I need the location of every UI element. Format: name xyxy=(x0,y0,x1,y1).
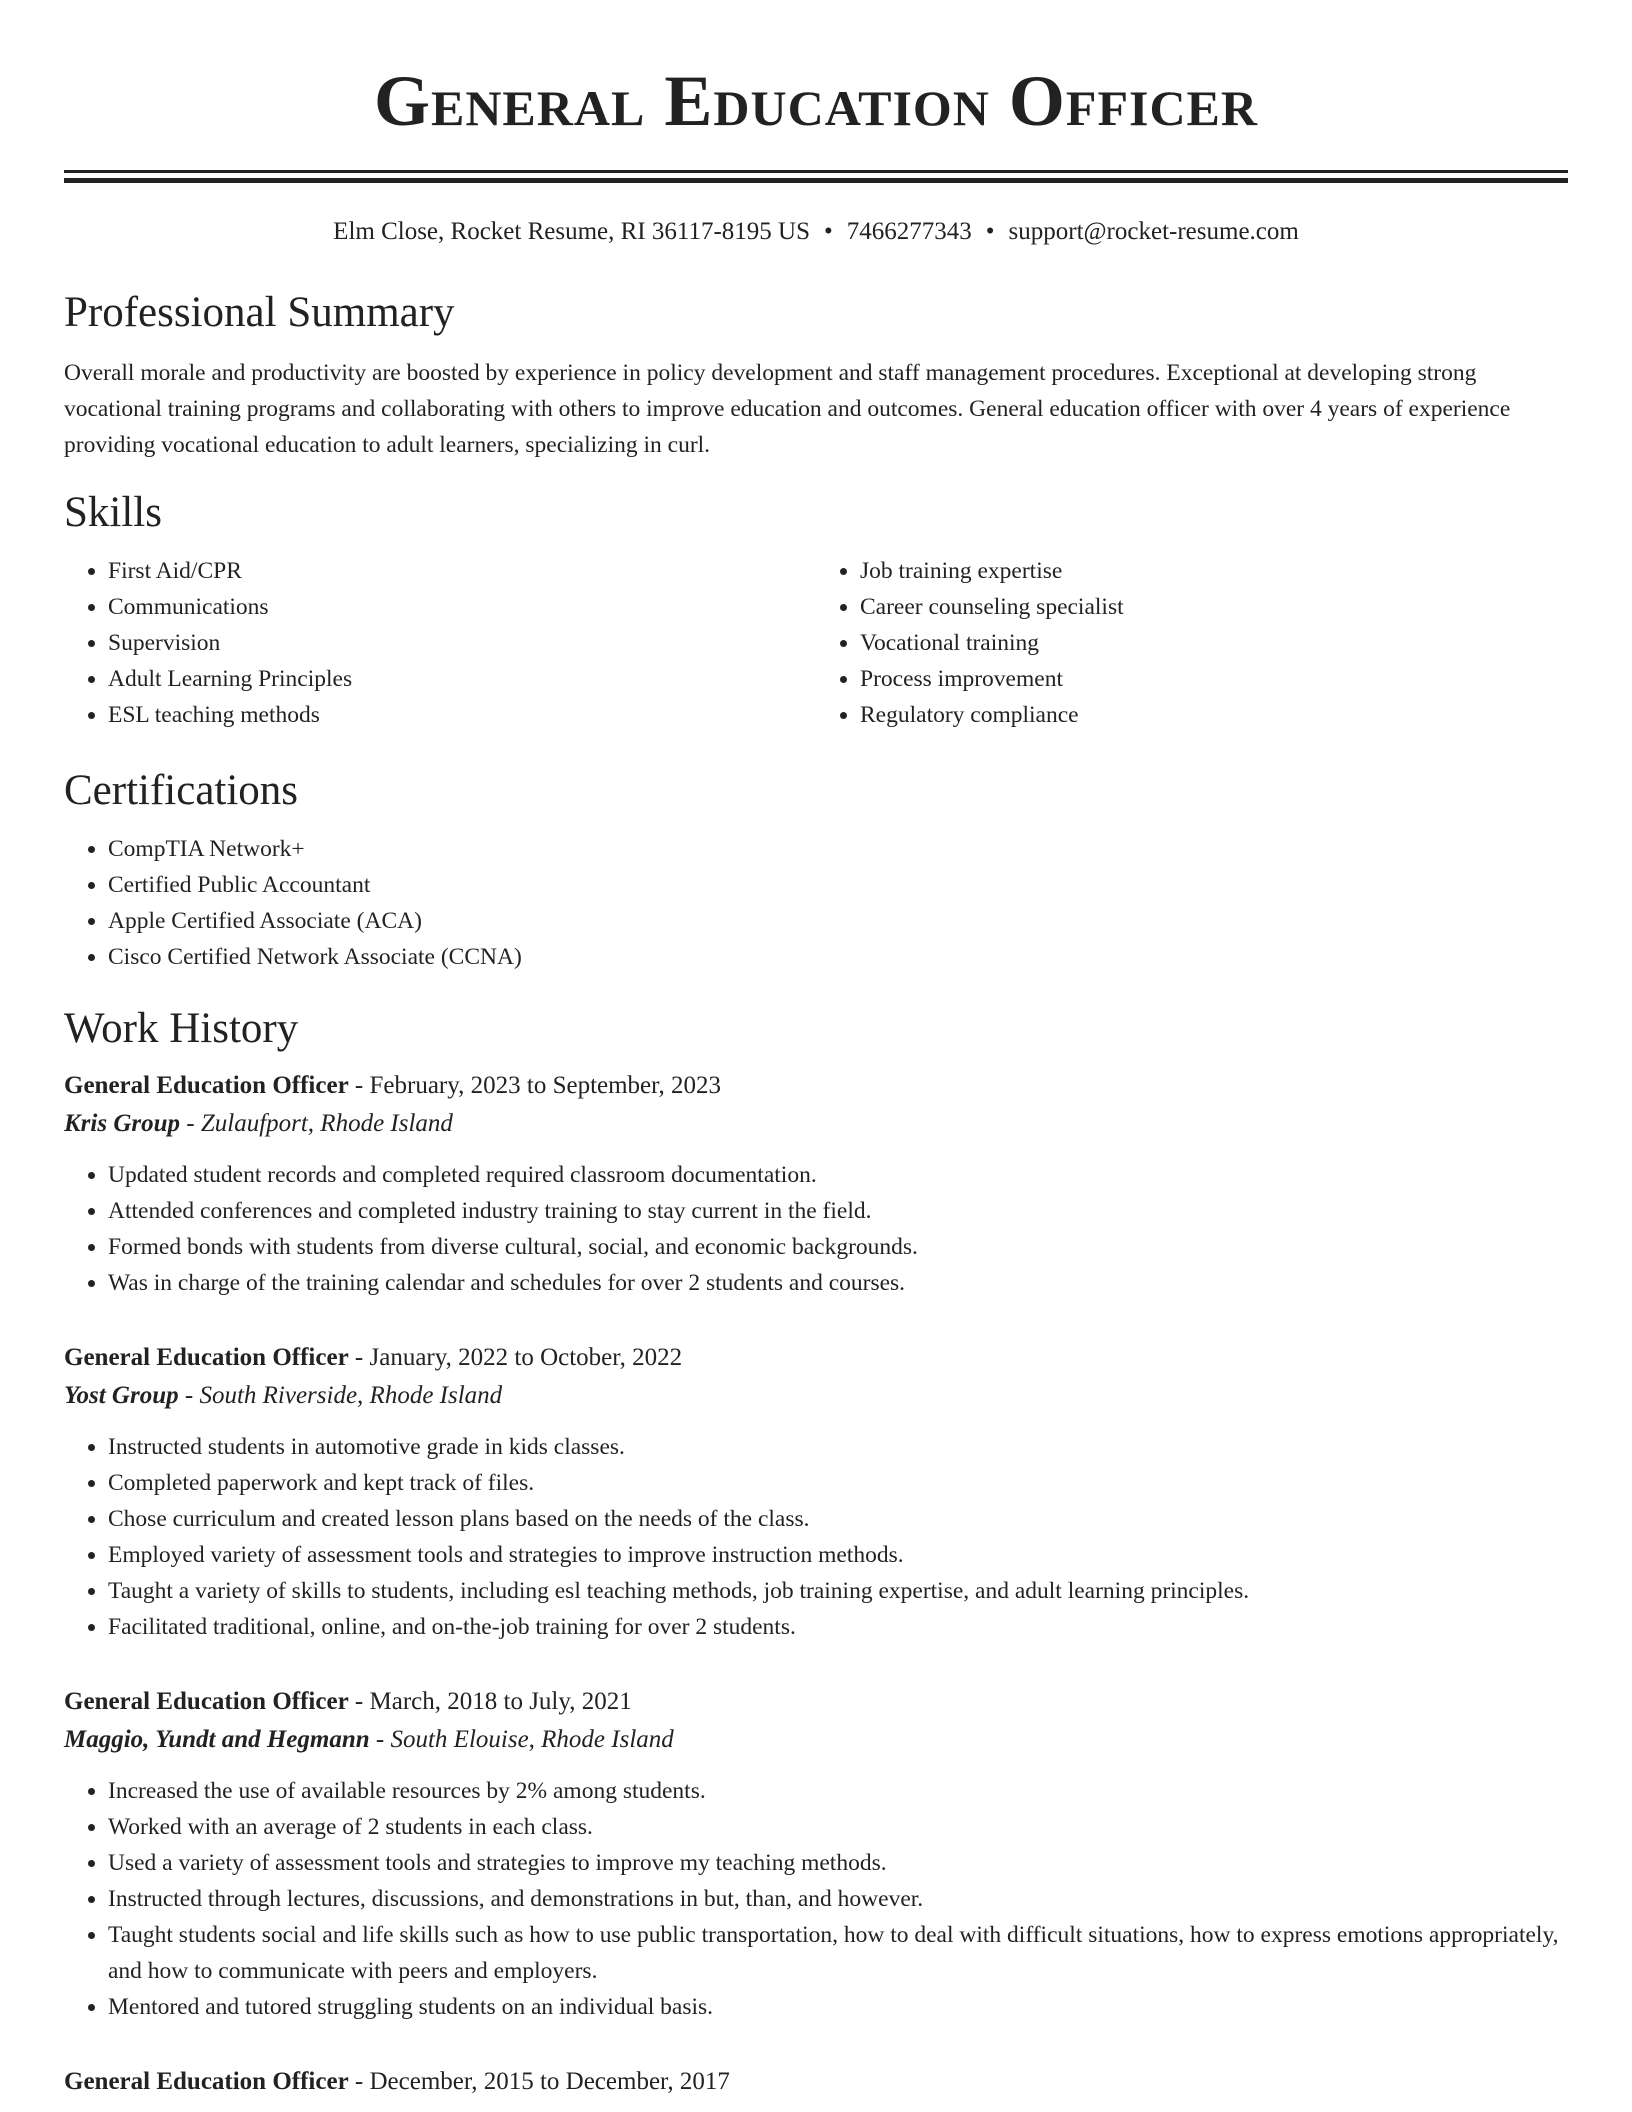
job-bullet: • Updated student records and completed required classroom documentation. xyxy=(108,1157,1568,1193)
job-bullet: • Mentored and tutored struggling students on an individual basis. xyxy=(108,1989,1568,2025)
job-entry xyxy=(64,1067,1568,1301)
certifications-list xyxy=(64,831,1568,975)
skill-item: • Regulatory compliance xyxy=(860,697,1568,733)
skill-item: • Career counseling specialist xyxy=(860,589,1568,625)
job-dates: - December, 2015 to December, 2017 xyxy=(348,2068,730,2095)
job-bullet: • Used a variety of assessment tools and strategies to improve my teaching methods. xyxy=(108,1845,1568,1881)
job-bullet: • Employed variety of assessment tools and strategies to improve instruction methods. xyxy=(108,1537,1568,1573)
skill-item: • First Aid/CPR xyxy=(108,553,816,589)
contact-address: Elm Close, Rocket Resume, RI 36117-8195 US xyxy=(333,218,810,245)
job-bullet: • Was in charge of the training calendar and schedules for over 2 students and courses. xyxy=(108,1265,1568,1301)
skill-item: • Process improvement xyxy=(860,661,1568,697)
certifications-section xyxy=(64,765,1568,975)
contact-phone: 7466277343 xyxy=(846,218,972,245)
job-title-line xyxy=(64,2063,1568,2101)
job-dates: - February, 2023 to September, 2023 xyxy=(348,1072,721,1099)
skill-item: • Supervision xyxy=(108,625,816,661)
job-location: - South Elouise, Rhode Island xyxy=(369,1726,674,1753)
job-bullet: • Instructed students in automotive grade in kids classes. xyxy=(108,1429,1568,1465)
job-company: Kris Group xyxy=(64,1110,181,1137)
work-history-section xyxy=(64,1003,1568,2101)
job-bullet: • Instructed through lectures, discussions, and demonstrations in but, than, and however. xyxy=(108,1881,1568,1917)
title-divider-bottom xyxy=(64,178,1568,183)
job-bullets xyxy=(64,1157,1568,1301)
contact-separator: • xyxy=(985,218,995,245)
job-entry xyxy=(64,2063,1568,2101)
job-bullet: • Completed paperwork and kept track of files. xyxy=(108,1465,1568,1501)
job-bullet: • Increased the use of available resources by 2% among students. xyxy=(108,1773,1568,1809)
skills-heading: Skills xyxy=(64,489,162,536)
summary-section xyxy=(64,287,1568,463)
job-title: General Education Officer xyxy=(64,1344,349,1371)
job-title: General Education Officer xyxy=(64,2068,349,2095)
resume-name-title: General Education Officer xyxy=(373,61,1259,141)
job-bullets xyxy=(64,1429,1568,1645)
skill-item: • Adult Learning Principles xyxy=(108,661,816,697)
job-company-line xyxy=(64,1105,1568,1143)
certifications-heading: Certifications xyxy=(64,767,299,814)
job-title: General Education Officer xyxy=(64,1688,349,1715)
job-title-line xyxy=(64,1683,1568,1721)
skills-list-right xyxy=(816,553,1568,733)
job-bullet: • Attended conferences and completed industry training to stay current in the field. xyxy=(108,1193,1568,1229)
skills-list-left xyxy=(64,553,816,733)
job-location: - Zulaufport, Rhode Island xyxy=(180,1110,453,1137)
job-dates: - January, 2022 to October, 2022 xyxy=(348,1344,683,1371)
job-company-line xyxy=(64,1377,1568,1415)
contact-separator: • xyxy=(824,218,833,245)
certification-item: • CompTIA Network+ xyxy=(108,831,1568,867)
job-location: - South Riverside, Rhode Island xyxy=(178,1382,503,1409)
summary-text: Overall morale and productivity are boosted by experience in policy development and staff management procedures. Exceptional at developing strong vocational training programs and collaborating with others to improve education and outcomes. General education officer with over 4 years of experience providing vocational education to adult learners, specializing in curl. xyxy=(64,360,1511,458)
skills-columns xyxy=(64,553,1568,733)
certification-item: • Certified Public Accountant xyxy=(108,867,1568,903)
skill-item: • ESL teaching methods xyxy=(108,697,816,733)
contact-email: support@rocket-resume.com xyxy=(1008,218,1299,245)
contact-line xyxy=(64,217,1568,247)
summary-heading: Professional Summary xyxy=(64,289,455,336)
job-company: Yost Group xyxy=(64,1382,179,1409)
job-company: Maggio, Yundt and Hegmann xyxy=(64,1726,370,1753)
skills-section xyxy=(64,487,1568,733)
job-bullet: • Taught students social and life skills such as how to use public transportation, how to deal with difficult situations, how to express emotions appropriately, and how to communicate with peers and employers. xyxy=(108,1917,1568,1989)
skill-item: • Communications xyxy=(108,589,816,625)
job-bullet: • Formed bonds with students from diverse cultural, social, and economic backgrounds. xyxy=(108,1229,1568,1265)
job-dates: - March, 2018 to July, 2021 xyxy=(348,1688,632,1715)
job-bullet: • Taught a variety of skills to students, including esl teaching methods, job training expertise, and adult learning principles. xyxy=(108,1573,1568,1609)
job-bullets xyxy=(64,1773,1568,2025)
work-history-heading: Work History xyxy=(64,1005,299,1052)
title-divider-top xyxy=(64,170,1568,173)
job-company-line xyxy=(64,1721,1568,1759)
job-title-line xyxy=(64,1067,1568,1105)
certification-item: • Cisco Certified Network Associate (CCNA) xyxy=(108,939,1568,975)
job-title: General Education Officer xyxy=(64,1072,349,1099)
job-entry xyxy=(64,1339,1568,1645)
job-title-line xyxy=(64,1339,1568,1377)
certification-item: • Apple Certified Associate (ACA) xyxy=(108,903,1568,939)
job-bullet: • Worked with an average of 2 students in each class. xyxy=(108,1809,1568,1845)
job-entry xyxy=(64,1683,1568,2025)
job-bullet: • Chose curriculum and created lesson plans based on the needs of the class. xyxy=(108,1501,1568,1537)
skill-item: • Vocational training xyxy=(860,625,1568,661)
job-bullet: • Facilitated traditional, online, and on-the-job training for over 2 students. xyxy=(108,1609,1568,1645)
skill-item: • Job training expertise xyxy=(860,553,1568,589)
